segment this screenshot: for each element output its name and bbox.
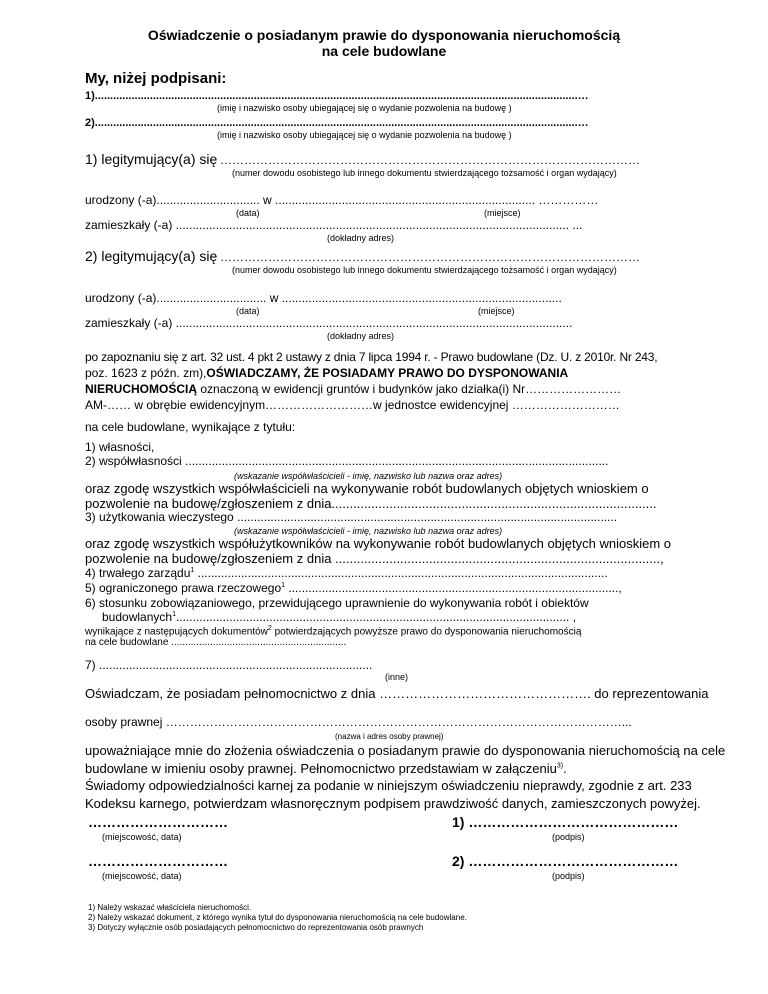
title-perpetual-usufruct-field[interactable]: 3) użytkowania wieczystego .................................................................................................................. — [85, 510, 618, 524]
liability-line2: Kodeksu karnego, potwierdzam własnoręcznym podpisem prawdziwość danych, zamieszczonych powyżej. — [85, 796, 701, 811]
declaration-property: NIERUCHOMOŚCIĄ — [85, 382, 198, 396]
footnote-ref-1c: 1 — [172, 611, 176, 618]
poa-entity-field[interactable]: osoby prawnej ……………………………………………………………………………………………………... — [85, 715, 632, 729]
address1-field[interactable]: zamieszkały (-a) ...................................................................................................................... ... — [85, 218, 583, 232]
birth1-date-caption: (data) — [236, 208, 260, 218]
usufruct-caption: (wskazanie współwłaścicieli - imię, nazwisko lub nazwa oraz adres) — [234, 526, 503, 536]
obligation-label: budowlanych — [102, 610, 173, 624]
footnote-2: 2) Należy wskazać dokument, z którego wynika tytuł do dysponowania nieruchomością na cele budowlane. — [88, 913, 467, 922]
place-date-caption-1: (miejscowość, data) — [102, 832, 182, 842]
person1-name-field[interactable]: 1)..............................................................................................................................................................… — [85, 90, 589, 102]
poa-entity-caption: (nazwa i adres osoby prawnej) — [335, 732, 444, 741]
declaration-statement: OŚWIADCZAMY, ŻE POSIADAMY PRAWO DO DYSPONOWANIA — [206, 366, 569, 380]
purpose-text: na cele budowlane, wynikające z tytułu: — [85, 420, 296, 434]
declaration-line2 — [85, 366, 568, 380]
declaration-parcel: oznaczoną w ewidencji gruntów i budynków jako działka(i) Nr…………………… — [197, 382, 622, 396]
poa-line4-end: . — [563, 761, 567, 776]
signature-caption-2: (podpis) — [552, 871, 585, 881]
poa-line4 — [85, 761, 567, 776]
coownership-consent-date-field[interactable]: pozwolenie na budowę/zgłoszeniem z dnia.......................................................................................... — [85, 496, 657, 511]
poa-line4-text: budowlane w imieniu osoby prawnej. Pełnomocnictwo przedstawiam w załączeniu — [85, 761, 557, 776]
address1-caption: (dokładny adres) — [327, 233, 395, 243]
signature-field-1[interactable]: 1) ……………………………………… — [452, 814, 679, 830]
title-ownership: 1) własności, — [85, 440, 155, 454]
birth2-field[interactable]: urodzony (-a)................................. w .................................................................................... — [85, 291, 562, 305]
usufruct-consent-date-field[interactable]: pozwolenie na budowę/zgłoszeniem z dnia .........................................................................................., — [85, 551, 664, 566]
place-date-caption-2: (miejscowość, data) — [102, 871, 182, 881]
address2-field[interactable]: zamieszkały (-a) ....................................................................................................................... — [85, 316, 573, 330]
footnote-ref-3: 3) — [556, 762, 564, 770]
coownership-caption: (wskazanie współwłaścicieli - imię, nazwisko lub nazwa oraz adres) — [234, 471, 503, 481]
document-title-line2: na cele budowlane — [321, 43, 447, 59]
declaration-line1: po zapoznaniu się z art. 32 ust. 4 pkt 2 ustawy z dnia 7 lipca 1994 r. - Prawo budowlane (Dz. U. z 2010r. Nr 243, — [85, 350, 658, 364]
coownership-consent-line1: oraz zgodę wszystkich współwłaścicieli na wykonywanie robót budowlanych objętych wnioskiem o — [85, 481, 649, 496]
footnote-ref-2: 2 — [267, 625, 272, 632]
birth1-place-caption: (miejsce) — [484, 208, 521, 218]
documents-text-a: wynikające z następujących dokumentów — [85, 626, 268, 638]
poa-line1[interactable]: Oświadczam, że posiadam pełnomocnictwo z dnia …………………………………………. do reprezentowania — [85, 686, 709, 701]
limited-right-label: 5) ograniczonego prawa rzeczowego — [85, 581, 282, 595]
id1-caption: (numer dowodu osobistego lub innego dokumentu stwierdzającego tożsamość i organ wydający) — [232, 168, 617, 178]
id1-label: 1) legitymujący(a) się — [85, 151, 218, 167]
signature-field-2[interactable]: 2) ……………………………………… — [452, 853, 679, 869]
place-date-field-2[interactable]: ………………………… — [88, 853, 228, 869]
liability-line1: Świadomy odpowiedzialności karnej za podanie w niniejszym oświadczeniu nieprawdy, zgodnie z art. 233 — [85, 778, 692, 793]
signature-caption-1: (podpis) — [552, 832, 585, 842]
declaration-line3 — [85, 382, 621, 396]
declaration-ref: poz. 1623 z późn. zm), — [85, 366, 207, 380]
limited-right-dots: ..................................................................................................., — [285, 581, 622, 595]
person2-name-field[interactable]: 2)..............................................................................................................................................................… — [85, 117, 589, 129]
person2-name-caption: (imię i nazwisko osoby ubiegającej się o wydanie pozwolenia na budowę ) — [217, 130, 512, 140]
id1-field[interactable]: …………………………………………………………………………………………… — [220, 153, 640, 167]
permanent-management-label: 4) trwałego zarządu — [85, 566, 191, 580]
permanent-management-dots: ........................................................................................................................... — [194, 566, 608, 580]
usufruct-consent-line1: oraz zgodę wszystkich współużytkowników na wykonywanie robót budowlanych objętych wnioskiem o — [85, 536, 672, 551]
obligation-dots: ...................................................................................................................... , — [175, 610, 577, 624]
birth1-field[interactable]: urodzony (-a)............................... w .............................................................................. …………… — [85, 193, 599, 207]
documents-line1 — [85, 625, 581, 637]
footnote-3: 3) Dotyczy wyłącznie osób posiadających pełnomocnictwo do reprezentowania osób prawnych — [88, 923, 424, 932]
id2-caption: (numer dowodu osobistego lub innego dokumentu stwierdzającego tożsamość i organ wydający) — [232, 265, 617, 275]
place-date-field-1[interactable]: ………………………… — [88, 814, 228, 830]
footnote-ref-1b: 1 — [281, 582, 286, 589]
title-obligation-line1: 6) stosunku zobowiązaniowego, przewidującego uprawnienie do wykonywania robót i obiektów — [85, 596, 589, 610]
address2-caption: (dokładny adres) — [327, 331, 395, 341]
other-caption: (inne) — [385, 672, 409, 682]
title-coownership-field[interactable]: 2) współwłasności ............................................................................................................................... — [85, 454, 609, 468]
documents-line2-field[interactable]: na cele budowlane ............................................................... — [85, 637, 347, 648]
person1-name-caption: (imię i nazwisko osoby ubiegającej się o wydanie pozwolenia na budowę ) — [217, 103, 512, 113]
title-permanent-management-field[interactable] — [85, 566, 681, 580]
title-other-field[interactable]: 7) .................................................................................. — [85, 658, 373, 672]
title-limited-right-field[interactable] — [85, 581, 681, 595]
poa-line3: upoważniające mnie do złożenia oświadczenia o posiadanym prawie do dysponowania nieruchomością na cele — [85, 743, 726, 758]
document-title-line1: Oświadczenie o posiadanym prawie do dysponowania nieruchomością — [147, 27, 621, 43]
birth2-place-caption: (miejsce) — [478, 306, 515, 316]
birth2-date-caption: (data) — [236, 306, 260, 316]
footnote-ref-1: 1 — [190, 567, 195, 574]
signatories-heading: My, niżej podpisani: — [85, 70, 227, 87]
footnote-1: 1) Należy wskazać właściciela nieruchomości. — [88, 903, 252, 912]
declaration-line4: AM-…… w obrębie ewidencyjnym………………………w jednostce ewidencyjnej ……………………… — [85, 398, 620, 412]
documents-text-b: potwierdzających powyższe prawo do dysponowania nieruchomością — [271, 626, 582, 638]
id2-field[interactable]: …………………………………………………………………………………………… — [220, 250, 640, 264]
id2-label: 2) legitymujący(a) się — [85, 248, 218, 264]
title-obligation-field[interactable] — [102, 610, 681, 624]
